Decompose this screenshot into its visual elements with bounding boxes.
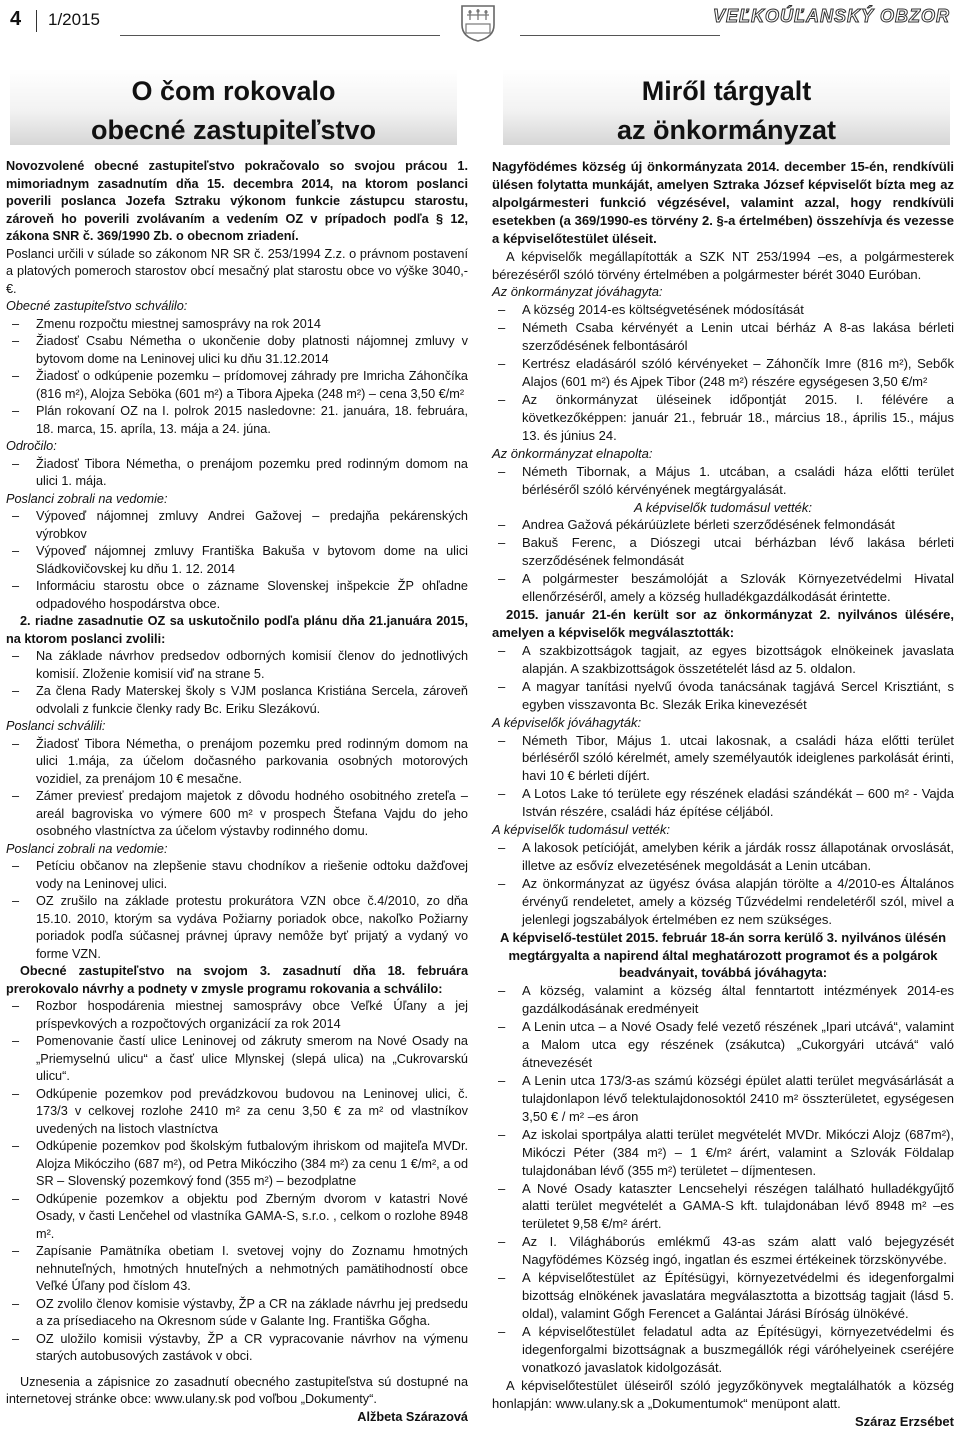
dash-marker: – [12,334,20,348]
list-item-text: A polgármester beszámolóját a Szlovák Környezetvédelmi Hivatal ellenőrzéséről, amely a község hulladékgazdálkodását érintette. [522,571,954,605]
hu-list-session3 [492,982,954,1376]
list-item [492,732,954,786]
list-item-text: Németh Tibornak, a Május 1. utcában, a családi háza előtti terület bérléséről szóló kérvényének megtárgyalását. [522,463,954,497]
hu-author: Száraz Erzsébet [855,1413,954,1429]
dash-marker: – [12,369,20,383]
dash-marker: – [498,356,506,372]
hu-session2-heading: 2015. január 21-én került sor az önkormányzat 2. nyilvános ülésére, amelyen a képviselők megválasztották: [492,607,954,640]
dash-marker: – [12,1191,20,1206]
dash-marker: – [498,320,506,336]
list-item [6,648,468,683]
list-item [492,534,954,570]
list-item-text: Odkúpenie pozemkov pod školským futbalovým ihriskom od majiteľa MVDr. Alojza Mikócziho (687 m²), od Petra Mikócziho (384 m²) za cenu 1 €/m², a od SR – Slovenský pozemkový fond (355 m²) – bezodplatne [36,1139,468,1188]
list-item-text: Na základe návrhov predsedov odborných komisií členov do jednotlivých komisií. Zloženie komisií viď na strane 5. [36,649,468,681]
list-item-text: Odkúpenie pozemkov pod prevádzkovou budovou na Leninovej ulici, č. 173/3 v celkovej rozlohe 2410 m² za cenu 3,50 € za m² od vlastníkov uvedených na listoch vlastníctva [36,1086,468,1136]
list-item-text: Az önkormányzat az ügyész óvása alapján törölte a 4/2010-es Általános érvényű rendeletet, amely a község Tűzvédelmi rendeletéről szól, mivel a jelenlegi jogszabályok értelmében ez nem szükséges. [522,875,954,927]
list-item-text: Németh Tibor, Május 1. utcai lakosnak, a családi háza előtti terület bérléséről szóló kérelmét, amely személyautók ideiglenes parkolását érinti, havi 10 € bérleti díjért. [522,732,954,784]
dash-marker: – [498,1234,506,1250]
list-item [6,788,468,841]
hu-intro-text: A képviselők megállapították a SZK NT 253/1994 –es, a polgármesterek bérezéséről szóló törvény értelmében a polgármester bérét 3040 Euróban. [492,248,954,282]
list-item-text: Žiadosť o odkúpenie pozemku – prídomovej záhrady pre Imricha Záhončíka (816 m²), Alojza Seböka (601 m²) a Tibora Ajpeka (248 m²) – cena 3,50 €/m² [36,369,468,401]
sk-author: Alžbeta Szárazová [357,1409,468,1424]
list-item [6,1033,468,1086]
dash-marker: – [12,736,20,751]
list-item [492,319,954,355]
list-item [6,1296,468,1331]
dash-marker: – [12,1034,20,1048]
sk-title-line2: obecné zastupiteľstvo [91,115,376,145]
list-item [6,578,468,613]
list-item-text: OZ zvolilo členov komisie výstavby, ŽP a CR na základe návrhu jej predsedu a za prísediaceho na Okresnom súde v Galante Ing. Františka Gőgha. [36,1296,468,1328]
hu-title-line2: az önkormányzat [616,115,837,145]
dash-marker: – [498,1019,506,1035]
list-item-text: Zámer previesť predajom majetok z dôvodu hodného osobitného zreteľa – areál bagroviska vo výmere 600 m² v prospech Štefana Vajdu do jeho osobného vlastníctva za účelom výstavby rodinného domu. [36,789,468,838]
list-item-text: A képviselőtestület az Építésügyi, környezetvédelmi és idegenforgalmi bizottság elnökének javaslatára megválasztotta a bizottság tagjait (lásd 5. oldal), valamint Gőgh Ferencet a Galántai Járási Bíróság ülnökévé. [522,1270,954,1321]
list-item-text: Rozbor hospodárenia miestnej samosprávy obce Veľké Úľany a jej príspevkových a rozpočtových organizácií za rok 2014 [36,999,468,1031]
sk-column [6,158,468,1426]
list-item [492,875,954,929]
list-item-text: Výpoveď nájomnej zmluvy Františka Bakuša v bytovom dome na ulici Sládkovičovskej ku dňu 1. 12. 2014 [36,544,468,576]
dash-marker: – [498,1323,506,1339]
list-item [492,1018,954,1072]
list-item [492,1072,954,1126]
dash-marker: – [12,316,20,331]
sk-heading-vedomie1: Poslanci zobrali na vedomie: [6,491,168,506]
dash-marker: – [498,391,506,407]
hu-title-line1: Miről tárgyalt [641,76,812,106]
list-item-text: Zmenu rozpočtu miestnej samosprávy na rok 2014 [36,316,321,331]
list-item-text: Žiadosť Tibora Németha, o prenájom pozemku pred rodinným domom na ulici 1. mája. [36,456,468,488]
list-item [6,858,468,893]
list-item-text: A Lenin utca 173/3-as számú községi épület alatti terület megvásárlását a tulajdonlapon lévő telektulajdonosoktól 2410 m² összterületet, egységesen 3,50 € / m² –es áron [522,1073,954,1124]
dash-marker: – [12,579,20,593]
hu-list-jovahagyta [492,301,954,444]
list-item [6,456,468,491]
sk-heading-schvalilo: Obecné zastupiteľstvo schválilo: [6,299,188,313]
sk-list-zvolili [6,648,468,718]
sk-list-vedomie1 [6,508,468,613]
list-item-text: Zapísanie Pamätníka obetiam I. svetovej vojny do Zoznamu hmotných nehnuteľných, hmotných hnuteľných a nehmotných pamätihodností obce Veľké Úľany pod číslom 43. [36,1244,468,1293]
list-item-text: OZ zrušilo na základe protestu prokurátora VZN obce č.4/2010, zo dňa 15.10. 2010, ktorým sa vydáva Požiarny poriadok obce, nakoľko Požiarny poriadok podľa súčasnej právnej úpravy nemôže byť prijatý a vydaný vo forme VZN. [36,894,468,961]
dash-marker: – [498,463,506,479]
sk-title-box [10,69,457,145]
list-item [6,1331,468,1366]
list-item-text: A képviselőtestület feladatul adta az Építésügyi, környezetvédelmi és idegenforgalmi bizottságnak a buszmegállók régi váróhelyeinek cseréjére vonatkozó javaslatok kidolgozását. [522,1323,954,1375]
dash-marker: – [12,404,20,418]
list-item [6,543,468,578]
list-item [6,736,468,789]
list-item-text: Pomenovanie častí ulice Leninovej od zákruty smerom na Nové Osady na „Priemyselnú ulicu“ a časť ulice Mlynskej (slepá ulica) na „Cukrovarskú ulicu“. [36,1034,468,1083]
dash-marker: – [12,544,20,558]
list-item-text: A szakbizottságok tagjait, az egyes bizottságok elnökeinek javaslata alapján. A szakbizottságok összetételét lásd az 5. oldalon. [522,642,954,676]
hu-list-tudomasul1 [492,516,954,606]
dash-marker: – [498,642,506,658]
list-item-text: A község, valamint a község által fenntartott intézmények 2014-es gazdálkodásának eredményeit [522,983,954,1017]
list-item [6,403,468,438]
list-item [492,463,954,499]
list-item-text: Výpoveď nájomnej zmluvy Andrei Gažovej – predajňa pekárenských výrobkov [36,509,468,541]
dash-marker: – [12,509,20,523]
list-item [492,391,954,445]
list-item-text: Odkúpenie pozemkov a objektu pod Zberným dvorom v katastri Nové Osady, v časti Lenčehel od vlastníka GAMA-S, s.r.o. , celkom o rozlohe 8948 m². [36,1191,468,1241]
dash-marker: – [498,1270,506,1286]
masthead: VEĽKOÚĽANSKÝ OBZOR [712,6,950,26]
list-item-text: Plán rokovaní OZ na I. polrok 2015 nasledovne: 21. januára, 18. februára, 18. marca, 15. apríla, 13. mája a 24. júna. [36,404,468,436]
list-item [492,301,954,319]
sk-session3-heading: Obecné zastupiteľstvo na svojom 3. zasadnutí dňa 18. februára prerokovalo návrhy a podnety v zmysle programu rokovania a schválilo: [6,964,468,996]
dash-marker: – [12,894,20,908]
list-item [492,1233,954,1269]
dash-marker: – [498,1126,506,1142]
list-item-text: Za člena Rady Materskej školy s VJM poslanca Kristiána Sercela, zároveň odvolali z funkcie členky rady Bc. Eriku Slezákovú. [36,684,468,716]
list-item-text: Az I. Világháborús emlékmű 43-as szám alatt való bejegyzését Nagyfödémes Község ingó, ingatlan és eszmei értékeinek törzskönyvébe. [522,1234,954,1268]
list-item-text: Petíciu občanov na zlepšenie stavu chodníkov a riešenie odtoku dažďovej vody na Leninovej ulici. [36,859,468,891]
list-item-text: A Lenin utca – a Nové Osady felé vezető részének „Ipari utcává“, valamint a Malom utca egy részének (zsákutca) „Cukorgyári utcává“ való átnevezését [522,1019,954,1071]
hu-heading-jovahagyta: Az önkormányzat jóváhagyta: [492,284,663,300]
sk-title-line1: O čom rokovalo [131,76,336,106]
hu-title-box [503,69,950,145]
hu-heading-tudomasul1: A képviselők tudomásul vették: [634,499,812,515]
sk-closing: Uznesenia a zápisnice zo zasadnutí obecného zastupiteľstva sú dostupné na internetovej stránke obce: www.ulany.sk pod voľbou „Dokumenty“. [6,1374,468,1406]
hu-list-elnapolta [492,463,954,499]
list-item [492,1323,954,1377]
dash-marker: – [12,684,20,698]
dash-marker: – [498,786,506,802]
dash-marker: – [12,1296,20,1311]
list-item [6,998,468,1033]
list-item [6,1191,468,1244]
list-item [492,642,954,678]
list-item [492,785,954,821]
sk-list-vedomie2 [6,858,468,963]
dash-marker: – [498,732,506,748]
list-item [492,982,954,1018]
hu-list-megvalasztottak [492,642,954,714]
dash-marker: – [12,649,20,663]
hu-closing: A képviselőtestület üléseiről szóló jegyzőkönyvek megtalálhatók a község honlapján: www.ulany.sk a „Dokumentumok“ menüpont alatt. [492,1377,954,1411]
sk-intro-bold: Novozvolené obecné zastupiteľstvo pokračovalo so svojou prácou 1. mimoriadnym zasadnutím dňa 15. decembra 2014, na ktorom poslanci poverili poslanca Jozefa Sztraku výkonom funkcie zástupcu starostu, zároveň ho poverili zvolávaním a vedením OZ v prípadoch podľa § 12, zákona SNR č. 369/1990 Zb. o obecnom zriadení. [6,159,468,243]
list-item [6,1243,468,1296]
sk-list-schvalili [6,736,468,841]
hu-session3-heading: A képviselő-testület 2015. február 18-án sorra kerülő 3. nyilvános ülésén megtárgyalta a napirend által meghatározott programot és a polgárok beadványait, továbbá jóváhagyta: [499,929,947,981]
list-item [6,508,468,543]
dash-marker: – [12,999,20,1013]
hu-heading-elnapolta: Az önkormányzat elnapolta: [492,445,653,461]
list-item-text: A lakosok petícióját, amelyben kérik a járdák rossz állapotának orvoslását, illetve az esővíz elvezetésének megoldását a Lenin utcában. [522,840,954,873]
list-item-text: Žiadosť Csabu Németha o ukončenie doby platnosti nájomnej zmluvy v bytovom dome na Leninovej ulici ku dňu 31.12.2014 [36,334,468,366]
list-item [6,316,468,334]
dash-marker: – [498,1180,506,1196]
list-item [492,1126,954,1180]
list-item-text: A község 2014-es költségvetésének módosítását [522,302,804,318]
header-rule-right [520,35,720,36]
list-item [6,683,468,718]
page-number: 4 [10,8,22,30]
dash-marker: – [12,456,20,471]
hu-intro-bold: Nagyfödémes község új önkormányzata 2014. december 15-én, rendkívüli ülésen folytatta munkáját, amelyen Sztraka József képviselőt bízta meg az alpolgármesteri funkció végzésével, valamint azzal, hogy rendkívüli esetekben (a 369/1990-es törvény 2. §-a értelmében) összehívja és vezesse a képviselőtestület üléseit. [492,159,954,246]
list-item [492,516,954,534]
list-item [6,333,468,368]
list-item-text: Az önkormányzat üléseinek időpontját 2015. I. félévére a következőképpen: január 21., február 18., március 18., április 15., május 13. és június 24. [522,391,954,443]
sk-intro-text: Poslanci určili v súlade so zákonom NR SR č. 253/1994 Z.z. o právnom postavení a platových pomeroch starostov obcí mesačný plat starostu obce vo výške 3040,- €. [6,246,468,296]
list-item-text: Žiadosť Tibora Németha, o prenájom pozemku pred rodinným domom na ulici 1.mája, za účelom dočasného parkovania osobných motorových vozidiel, za prenájom 10 € mesačne. [36,736,468,786]
dash-marker: – [498,535,506,551]
list-item-text: Andrea Gažová pékárúüzlete bérleti szerződésének felmondását [522,517,895,533]
hu-column [492,158,954,1430]
list-item-text: A magyar tanítási nyelvű óvoda tanácsának tagjává Sercel Krisztiánt, s egyben visszavonta Bc. Slezák Erika kinevezését [522,678,954,712]
list-item [492,570,954,606]
list-item-text: A Lotos Lake tó területe egy részének eladási szándékát – 600 m² - Vajda István részére, családi ház építése céljából. [522,786,954,820]
page-header [0,0,960,44]
dash-marker: – [12,1331,20,1346]
list-item [6,368,468,403]
list-item-text: Informáciu starostu obce o zázname Slovenskej inšpekcie ŽP ohľadne odpadového hospodárstva obce. [36,579,468,611]
sk-heading-schvalili: Poslanci schválili: [6,719,106,733]
hu-heading-jovahagytak: A képviselők jóváhagyták: [492,714,642,730]
dash-marker: – [12,1244,20,1258]
coat-of-arms-icon [459,3,497,43]
hu-list-jovahagytak [492,732,954,822]
list-item [6,893,468,963]
issue-number: 1/2015 [48,10,100,29]
sk-list-schvalilo [6,316,468,439]
list-item [6,1086,468,1139]
list-item [492,678,954,714]
dash-marker: – [498,517,506,533]
dash-marker: – [12,1139,20,1153]
list-item-text: Bakuš Ferenc, a Diószegi utcai bérházban lévő lakása bérleti szerződésének felmondását [522,535,954,569]
list-item-text: Németh Csaba kérvényét a Lenin utcai bérház A 8-as lakása bérleti szerződésének felbontásáról [522,320,954,354]
sk-list-odrocilo [6,456,468,491]
dash-marker: – [12,1086,20,1101]
dash-marker: – [498,302,506,318]
list-item-text: Kertrész eladásáról szóló kérvényeket – Záhončík Imre (816 m²), Sebők Alajos (601 m²) és Ajpek Tibor (248 m²) részére egységesen 3,50 €/m² [522,356,954,390]
dash-marker: – [498,678,506,694]
dash-marker: – [498,1073,506,1089]
dash-marker: – [498,983,506,999]
hu-heading-tudomasul2: A képviselők tudomásul vették: [492,822,670,838]
sk-list-session3 [6,998,468,1366]
dash-marker: – [498,840,506,856]
list-item [492,1180,954,1234]
list-item-text: A Nové Osady kataszter Lencsehelyi részégen található hulladékgyűjtő alatti terület megvételét a GAMA-S kft. tulajdonában lévő 8948 m² –es területet 9,58 €/m² árért. [522,1180,954,1232]
dash-marker: – [12,789,20,803]
dash-marker: – [498,571,506,587]
sk-session2-heading: 2. riadne zasadnutie OZ sa uskutočnilo podľa plánu dňa 21.januára 2015, na ktorom poslanci zvolili: [6,614,468,646]
sk-heading-odrocilo: Odročilo: [6,439,57,453]
list-item [492,355,954,391]
header-divider [36,10,37,32]
hu-list-tudomasul2 [492,839,954,929]
list-item-text: OZ uložilo komisii výstavby, ŽP a CR vypracovanie návrhov na výmenu starých autobusových zastávok v obci. [36,1331,468,1363]
dash-marker: – [498,875,506,891]
list-item [492,839,954,875]
list-item [6,1138,468,1191]
dash-marker: – [12,859,20,873]
sk-heading-vedomie2: Poslanci zobrali na vedomie: [6,841,168,856]
list-item [492,1269,954,1323]
header-rule-left [120,35,440,36]
list-item-text: Az iskolai sportpálya alatti terület megvételét MVDr. Mikóczi Alojz (687m²), Mikóczi Péter (384 m²) – 1 €/m² árért, valamint a Szlovák Földalap tulajdonában lévő (355 m²) területet – díjmentesen. [522,1126,954,1178]
